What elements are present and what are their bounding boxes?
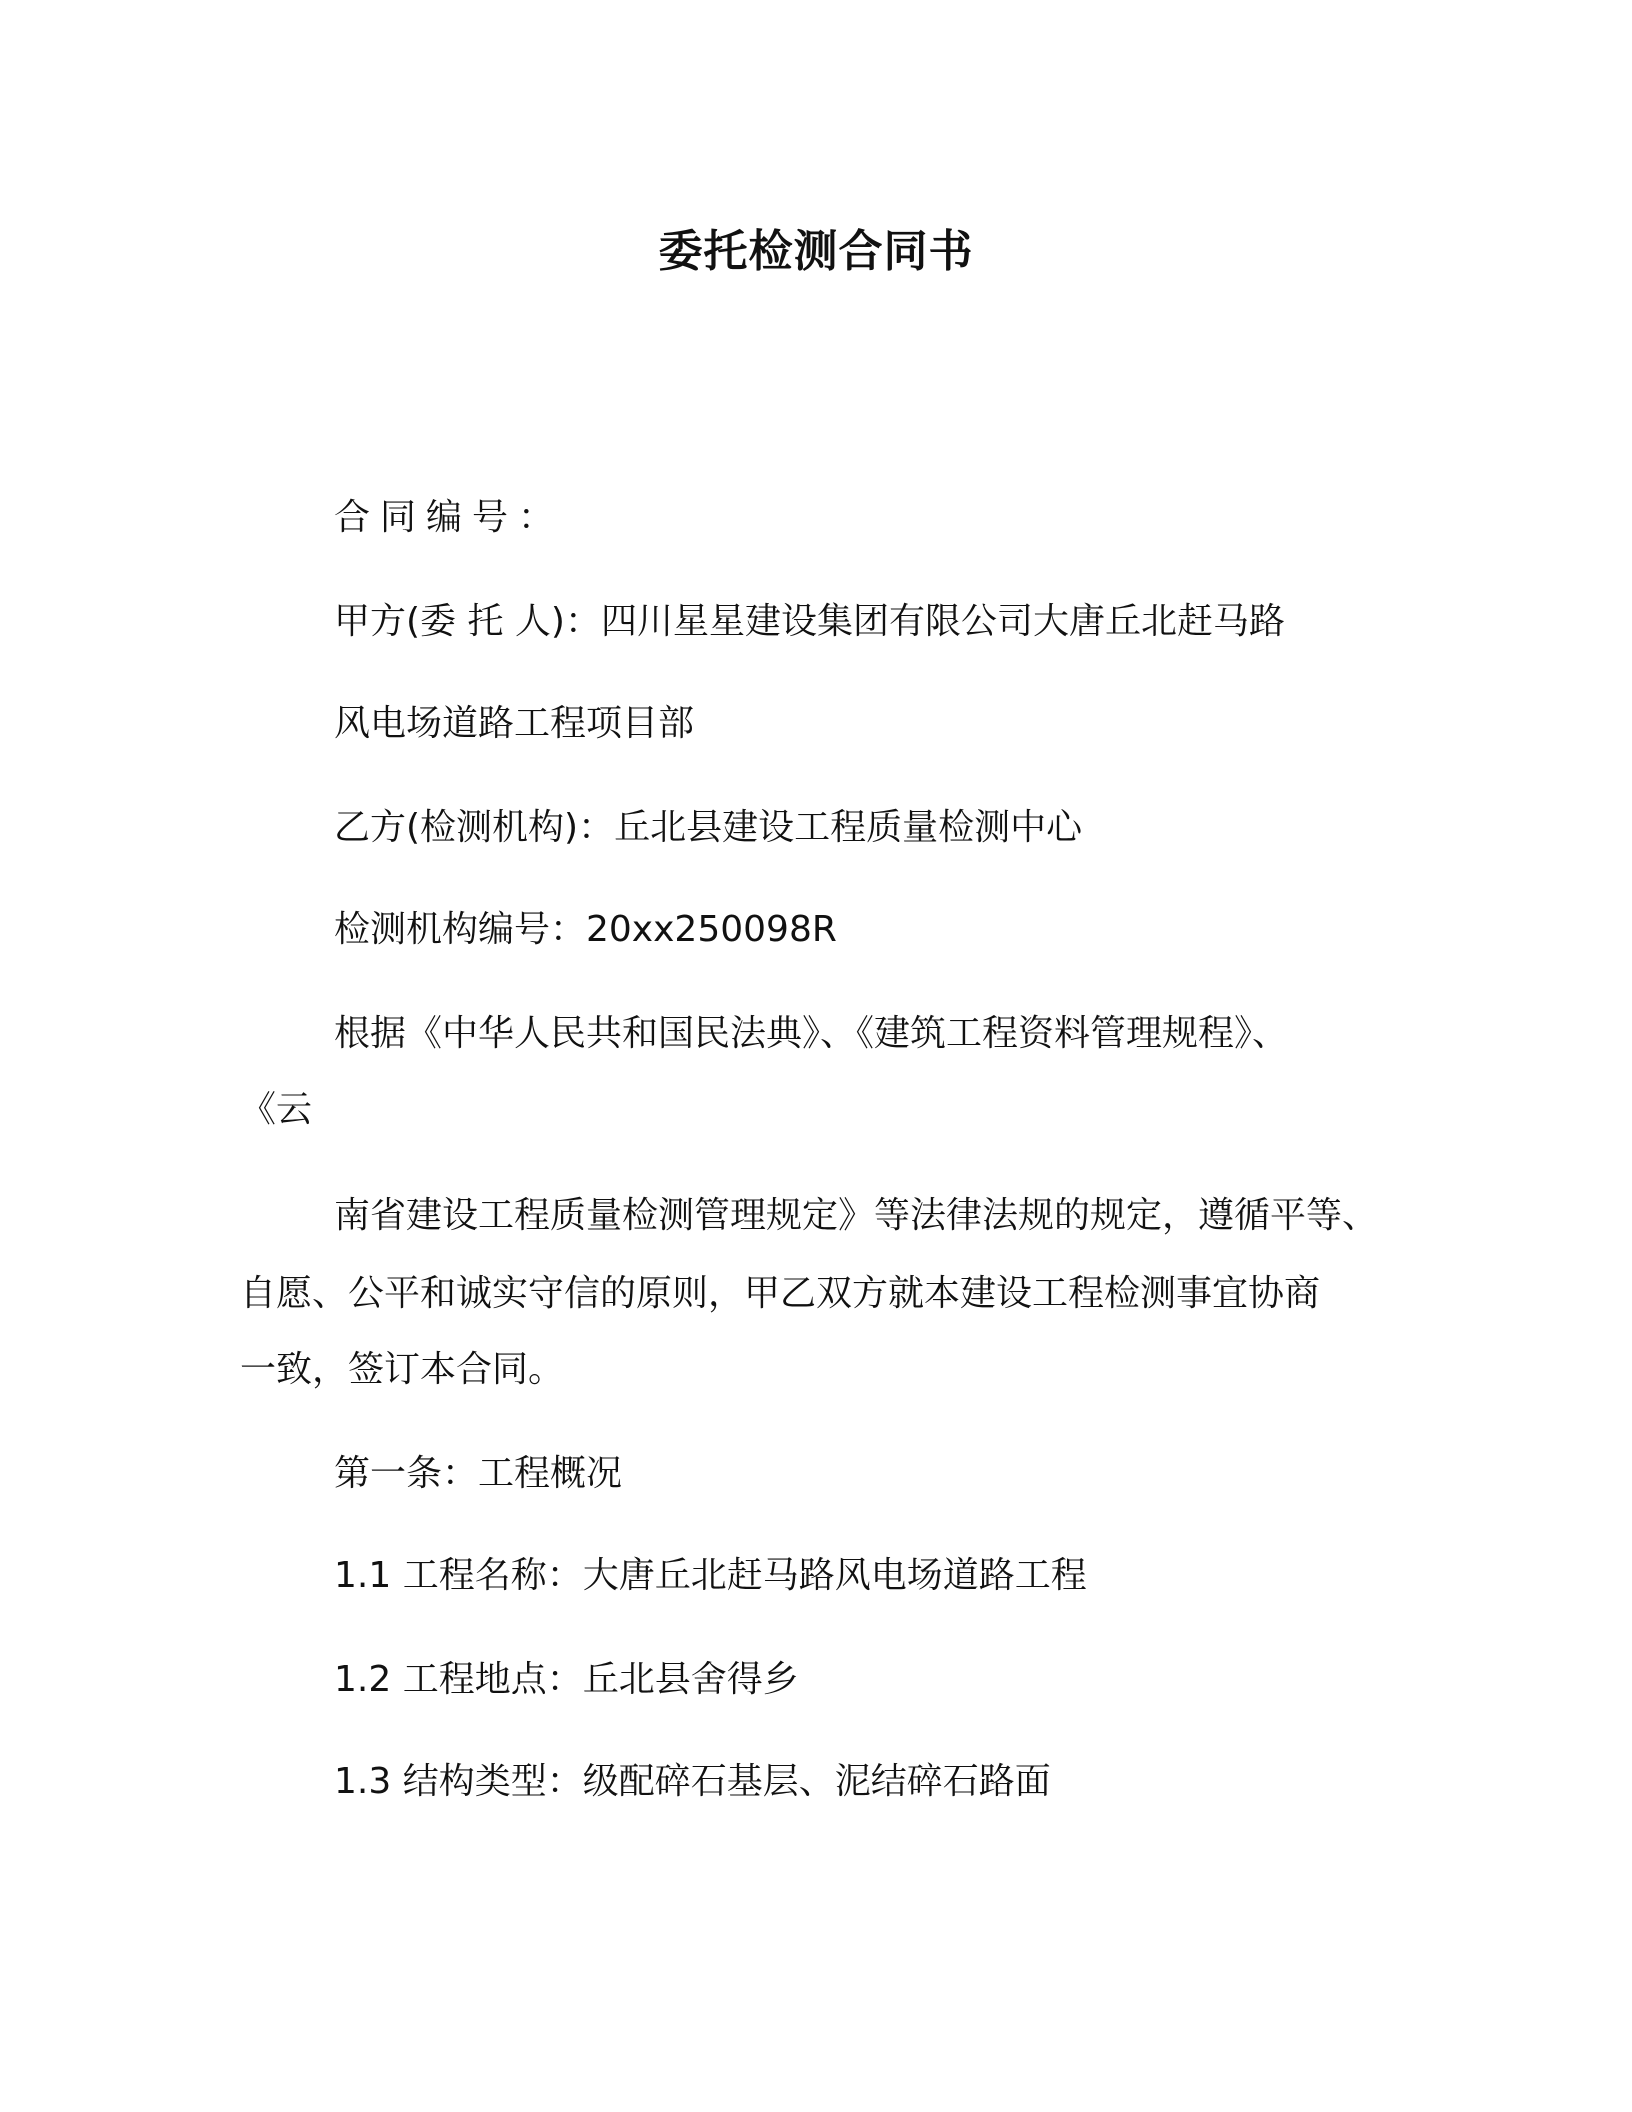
document-title: 委托检测合同书 (658, 226, 974, 277)
preamble-line-1: 根据《中华人民共和国民法典》、《建筑工程资料管理规程》、 (334, 1013, 1289, 1054)
preamble-line-2: 《云 (240, 1089, 313, 1130)
party-a-line: 甲方(委 托 人)：四川星星建设集团有限公司大唐丘北赶马路 (334, 601, 1285, 642)
party-a-continuation: 风电场道路工程项目部 (334, 703, 695, 744)
structure-type-line: 1.3 结构类型：级配碎石基层、泥结碎石路面 (334, 1761, 1051, 1802)
contract-number-line: 合同编号： (334, 497, 565, 538)
preamble-line-5: 一致，签订本合同。 (240, 1349, 565, 1390)
preamble-line-4: 自愿、公平和诚实守信的原则，甲乙双方就本建设工程检测事宜协商 (240, 1273, 1321, 1314)
article-1-heading: 第一条：工程概况 (334, 1453, 623, 1494)
agency-number-line: 检测机构编号：20xx250098R (334, 909, 837, 950)
party-b-line: 乙方(检测机构)：丘北县建设工程质量检测中心 (334, 807, 1083, 848)
project-location-line: 1.2 工程地点：丘北县舍得乡 (334, 1659, 799, 1700)
project-name-line: 1.1 工程名称：大唐丘北赶马路风电场道路工程 (334, 1555, 1087, 1596)
preamble-line-3: 南省建设工程质量检测管理规定》等法律法规的规定，遵循平等、 (334, 1195, 1379, 1236)
